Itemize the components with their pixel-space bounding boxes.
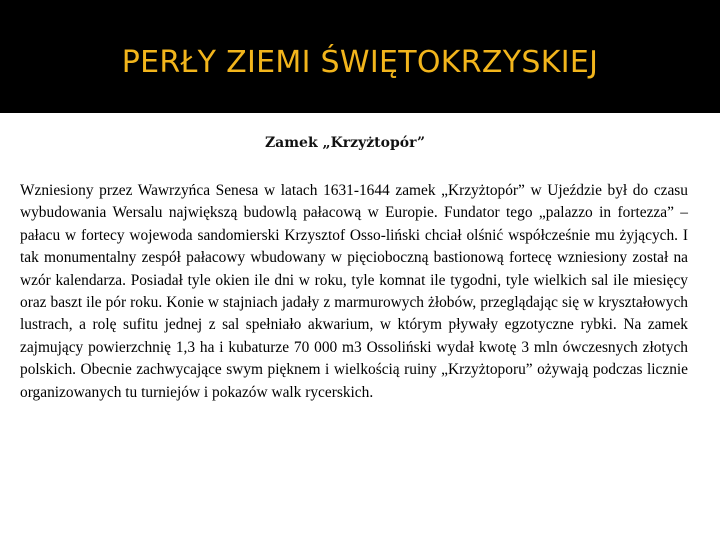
body-paragraph: Wzniesiony przez Wawrzyńca Senesa w latach 1631-1644 zamek „Krzyżtopór” w Ujeździe był do czasu wybudowania Wersalu największą budowlą pałacową w Europie. Fundator tego „palazzo in fortezza” – pałacu w fortecy wojewoda sandomierski Krzysztof Osso-liński chciał olśnić współcześnie mu żyjących. I tak monumentalny zespół pałacowy wbudowany w pięcioboczną bastionową fortecę wzniesiony został na wzór kalendarza. Posiadał tyle okien ile dni w roku, tyle komnat ile tygodni, tyle wielkich sal ile miesięcy oraz baszt ile pór roku. Konie w stajniach jadały z marmurowych żłobów, przeglądając się w kryształowych lustrach, a rolę sufitu jednej z sal spełniało akwarium, w którym pływały egzotyczne rybki. Na zamek zajmujący powierzchnię 1,3 ha i kubaturze 70 000 m3 Ossoliński wydał kwotę 3 mln ówczesnych złotych polskich. Obecnie zachwycające swym pięknem i wielkością ruiny „Krzyżtoporu” ożywają podczas licznie organizowanych tu turniejów i pokazów walk rycerskich. [20,182,688,401]
page-title: PERŁY ZIEMI ŚWIĘTOKRZYSKIEJ [121,45,599,80]
title-bar [0,0,720,113]
section-subtitle: Zamek „Krzyżtopór” [264,135,426,151]
